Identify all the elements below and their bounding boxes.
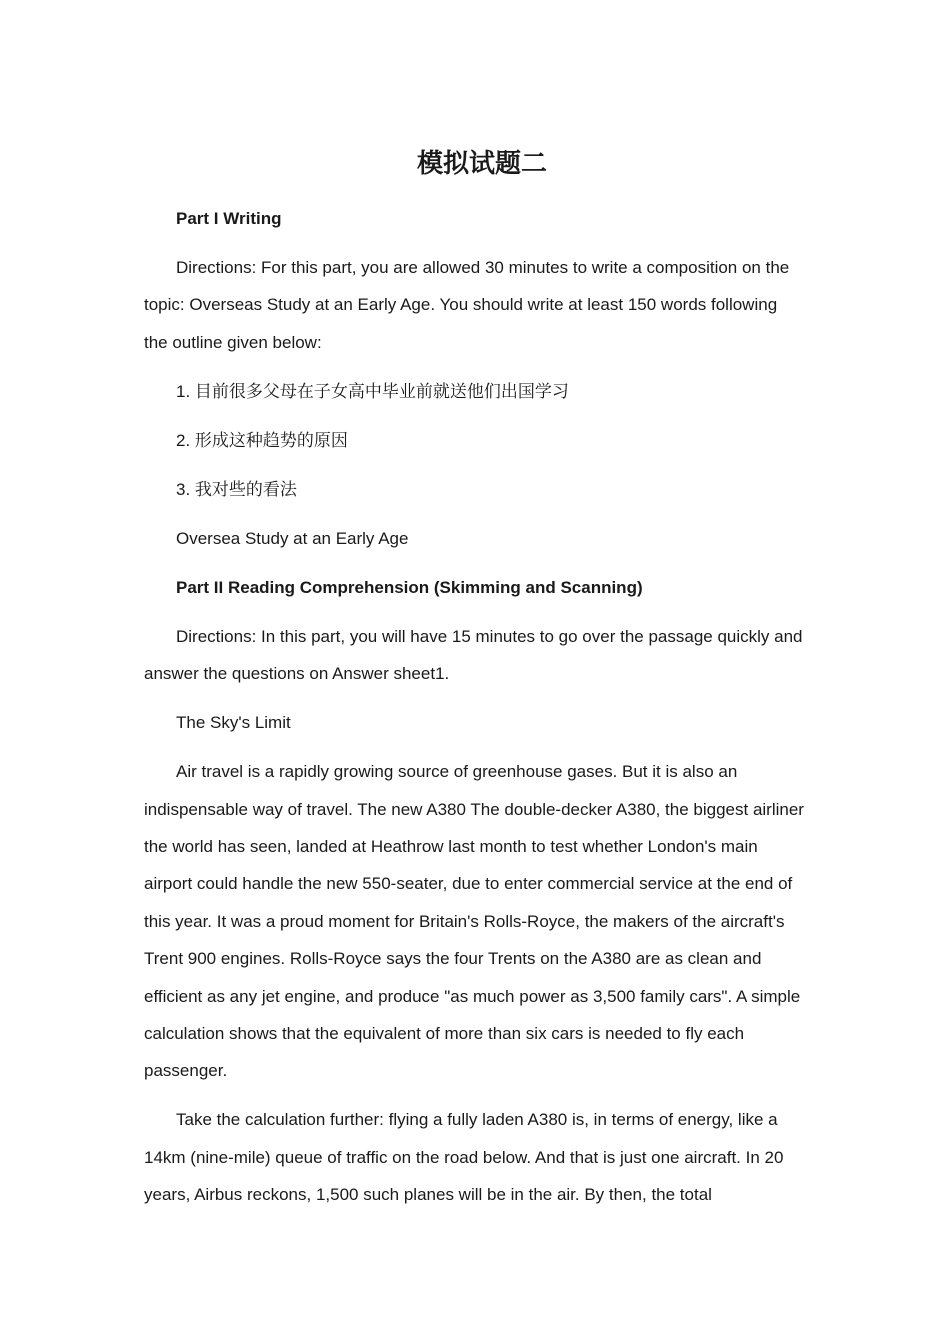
document-title: 模拟试题二 xyxy=(416,149,547,179)
essay-title: Oversea Study at an Early Age xyxy=(176,528,409,548)
outline-item-3: 3. 我对些的看法 xyxy=(176,479,297,499)
part2-heading: Part II Reading Comprehension (Skimming and Scanning) xyxy=(176,577,643,597)
passage-paragraph: Take the calculation further: flying a fully laden A380 is, in terms of energy, like a 14km (nine-mile) queue of traffic on the road below. And that is just one aircraft. In 20 years, Airbus reckons, 1,500 such planes will be in the air. By then, the total xyxy=(144,1110,784,1205)
part1-directions: Directions: For this part, you are allowed 30 minutes to write a composition on the topic: Overseas Study at an Early Age. You should write at least 150 words following the outline given below: xyxy=(144,258,790,352)
document-body xyxy=(144,140,804,1225)
part2-directions: Directions: In this part, you will have 15 minutes to go over the passage quickly and answer the questions on Answer sheet1. xyxy=(144,626,803,684)
outline-item-1: 1. 目前很多父母在子女高中毕业前就送他们出国学习 xyxy=(176,381,569,401)
part1-heading: Part I Writing xyxy=(176,209,282,228)
passage-paragraph: Air travel is a rapidly growing source of greenhouse gases. But it is also an indispensable way of travel. The new A380 The double-decker A380, the biggest airliner the world has seen, landed at Heathrow last month to test whether London's main airport could handle the new 550-seater, due to enter commercial service at the end of this year. It was a proud moment for Britain's Rolls-Royce, the makers of the aircraft's Trent 900 engines. Rolls-Royce says the four Trents on the A380 are as clean and efficient as any jet engine, and produce "as much power as 3,500 family cars". A simple calculation shows that the equivalent of more than six cars is needed to fly each passenger. xyxy=(144,762,804,1081)
passage-title: The Sky's Limit xyxy=(176,713,291,733)
outline-item-2: 2. 形成这种趋势的原因 xyxy=(176,430,348,450)
